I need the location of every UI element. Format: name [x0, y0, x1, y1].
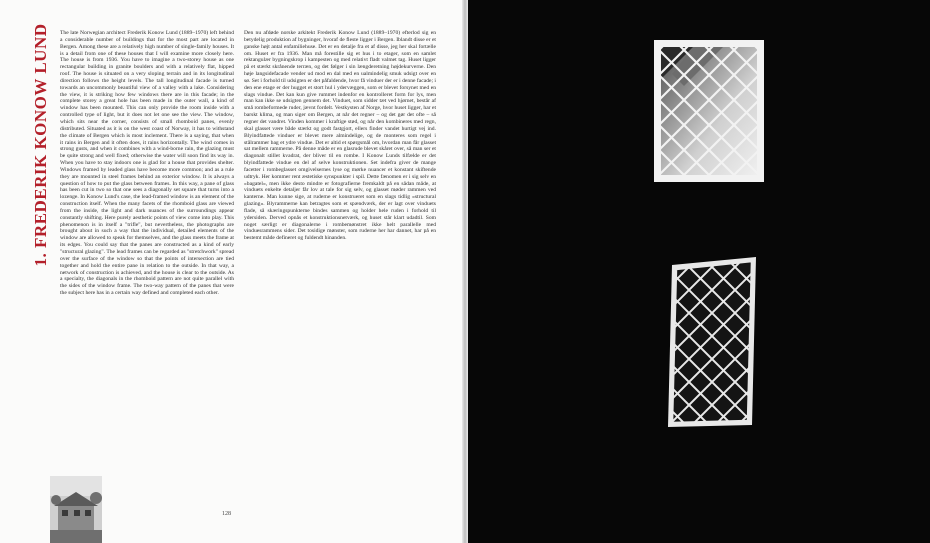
chapter-title — [30, 23, 52, 267]
page-number: 128 — [222, 511, 231, 517]
norwegian-paragraph: Den nu afdøde norske arkitekt Frederik Konow Lund (1889–1970) efterlod sig en betydelig produktion af bygninger, hvoraf de fleste ligger i Bergen. Iblandt disse er et ganske højt antal enfamiliehuse. Det er en detalje fra et af disse, jeg her skal fortælle om. Huset er fra 1936. Man må forestille sig et hus i to etager, som en samlet rektangulær bygningskrop i kampesten og med relativt fladt valmet tag. Huset ligger på et stærkt skrånende terræn, og det følger i sin længderetning højdekurverne. Den høje langsidefacade vender ud mod en dal med en ualmindelig smuk udsigt over en sø. Set i forhold til udsigten er det påfaldende, hvor få vinduer der er i denne facade; i den ene etage er der hugget et stort hul i ydervæggen, som er blevet forsynet med en slags vindue. Det kan kun give rummet indenfor en kontrolleret form for lys, men man kan ikke se udsigten gennem det. Vinduet, som sidder tæt ved hjørnet, består af små rombeformede ruder, jævnt fordelt. Vestkysten af Norge, hvor huset ligger, har et barskt klima, og man siger om Bergen, at når det regner – og det gør det ofte – så regner det vandret. Vinden kommer i kraftige stød, og når den kombineres med regn, skal glasset være både stærkt og godt fastgjort, ellers finder vandet hurtigt vej ind. Blyindfattede vinduer er blevet mere almindelige, og de monteres som regel i stålrammer bag et ydre vindue. Det er altid et spørgsmål om, hvordan man får glasset sat mellem rammerne. På denne måde er en glasrude blevet skåret over, så man ser et diagonalt stillet kvadrat, der bliver til en rombe. I Konow Lunds tilfælde er det blyindfattede vindue en del af selve konstruktionen. Set indefra giver de mange facetter i rombeglasset omgivelsernes lyse og mørke nuancer et konstant skiftende udtryk. Her kommer rent æstetiske synspunkter i spil. Dette fænomen er i sig selv en »bagatel«, men ikke desto mindre er fotografierne fremkaldt på en sådan måde, at vinduets enkelte detaljer får lov at tale for sig selv, og glasset møder rammen ved kanterne. Man kunne sige, at ruderne er konstrueret som en slags tidlig »structural glazing«. Blyrammerne kan betragtes som et spændværk, der er lagt over vinduets flade, så skæringspunkterne bindes sammen og holder hele ruden i forhold til ydersiden. Derved opnås et konstruktionsnetværk, og huset står klart udadtil. Som noget særligt er diagonalerne i rombemønstret ikke helt parallelle med vinduesrammens sider. Det tosidige mønster, som ruderne her har dannet, har på en bestemt måde defineret og fuldendt hinanden. — [244, 30, 436, 242]
lattice-window-photo-top — [654, 40, 764, 182]
house-photo-image — [50, 476, 102, 543]
lattice-window-bottom-image — [668, 257, 756, 427]
right-page — [468, 0, 930, 543]
english-paragraph: The late Norwegian architect Frederik Konow Lund (1889–1970) left behind a considerable number of buildings that for the most part are located in Bergen. Among these are a relatively high number of single-family houses. It is a detail from one of these houses that I will examine more closely here. The house is from 1936. You have to imagine a two-storey house as one rectangular building in granite boulders and with a relatively flat, hipped roof. The house is situated on a very sloping terrain and in its longitudinal direction follows the height levels. The tall longitudinal facade is turned towards an uncommonly beautiful view of a valley with a lake. Considering the view, it is striking how few windows there are in this facade; in the complete storey a great hole has been made in the outer wall, a kind of window has been mounted. This can only provide the room inside with a controlled type of light, but it does not let one see the view. The window, which sits near the corner, consists of small rhomboid panes, evenly distributed. Situated as it is on the west coast of Norway, it has to withstand the climate of Bergen which is most inclement. There is a saying, that when it rains in Bergen and it often does, it rains horizontally. The wind comes in strong gusts, and when it combines with a wind-borne rain, the glazing must be quite strong and well fixed; otherwise the water will soon find its way in. When you have to stay indoors one is glad for a house that provides shelter. Windows framed by leaded glass have become more common; and as a rule they are mounted in steel frames behind an exterior window. It is always a question of how to put the glass between frames. In this way, a pane of glass has been cut in two so that one sees a diagonally set square that turns into a lozenge. In Konow Lund's case, the lead-framed window is an element of the construction itself. When the many facets of the rhomboid glass are viewed from the inside, the light and dark nuances of the surroundings appear constantly shifting. Here purely aesthetic points of view come into play. This phenomenon is in itself a "trifle", but nevertheless, the photographs are brought about in such a way that the individual, detailed elements of the window are allowed to speak for themselves, and the glass meets the frame at its edges. You could say that the panes are constructed as a kind of early "structural glazing". The lead frames can be regarded as "stretchwork" spread over the surface of the window so that the points of intersection are tied together and hold the entire pane in relation to the outside. In that way, a network of construction is achieved, and the house is clear to the outside. As a specialty, the diagonals in the rhomboid pattern are not quite parallel with the sides of the window frame. The two-way pattern of the panes that were the subject here has in a certain way defined and completed each other. — [60, 30, 234, 297]
house-photo — [50, 476, 102, 543]
lattice-window-photo-bottom — [668, 257, 756, 427]
lattice-window-top-image — [654, 40, 764, 182]
norwegian-text-column — [244, 30, 436, 498]
chapter-title-text: 1. FREDERIK KONOW LUND — [31, 23, 50, 267]
english-text-column — [60, 30, 234, 472]
